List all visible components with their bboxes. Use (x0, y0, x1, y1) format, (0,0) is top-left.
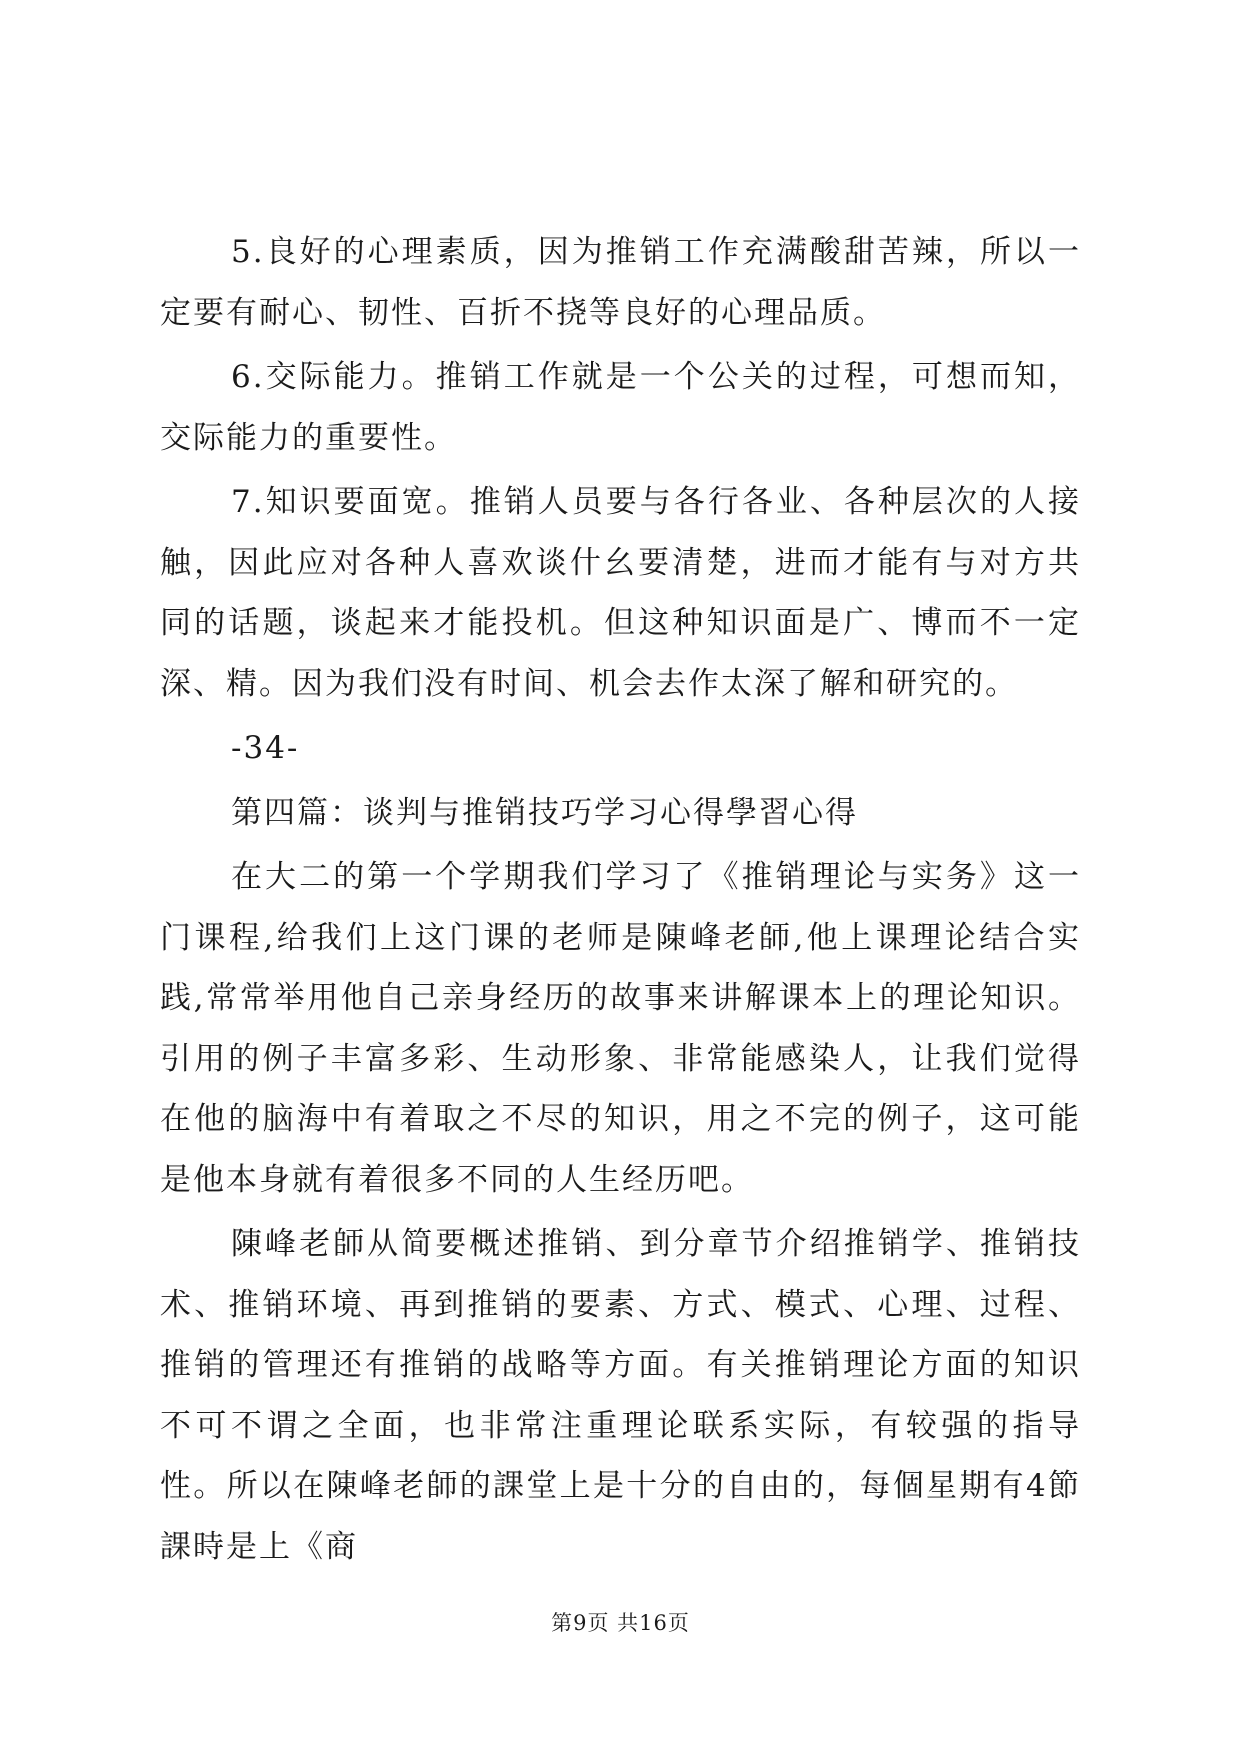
inline-page-number: -34- (231, 730, 300, 766)
document-body (160, 222, 1081, 1577)
paragraph-point-5: 5.良好的心理素质，因为推销工作充满酸甜苦辣，所以一定要有耐心、韧性、百折不挠等良好的心理品质。 (160, 234, 1081, 331)
section-heading: 第四篇：谈判与推销技巧学习心得學習心得 (231, 794, 858, 831)
paragraph-point-6: 6.交际能力。推销工作就是一个公关的过程，可想而知，交际能力的重要性。 (160, 359, 1081, 456)
paragraph-course-content: 陳峰老師从简要概述推销、到分章节介绍推销学、推销技术、推销环境、再到推销的要素、方式、模式、心理、过程、推销的管理还有推销的战略等方面。有关推销理论方面的知识不可不谓之全面，也非常注重理论联系实际，有较强的指导性。所以在陳峰老師的課堂上是十分的自由的，每個星期有4節課時是上《商 (160, 1226, 1081, 1565)
paragraph-intro: 在大二的第一个学期我们学习了《推销理论与实务》这一门课程,给我们上这门课的老师是陳峰老師,他上课理论结合实践,常常举用他自己亲身经历的故事来讲解课本上的理论知识。引用的例子丰富多彩、生动形象、非常能感染人，让我们觉得在他的脑海中有着取之不尽的知识，用之不完的例子，这可能是他本身就有着很多不同的人生经历吧。 (160, 859, 1081, 1198)
paragraph-point-7: 7.知识要面宽。推销人员要与各行各业、各种层次的人接触，因此应对各种人喜欢谈什幺要清楚，进而才能有与对方共同的话题，谈起来才能投机。但这种知识面是广、博而不一定深、精。因为我们没有时间、机会去作太深了解和研究的。 (160, 484, 1081, 702)
page-footer: 第9页 共16页 (551, 1611, 690, 1635)
